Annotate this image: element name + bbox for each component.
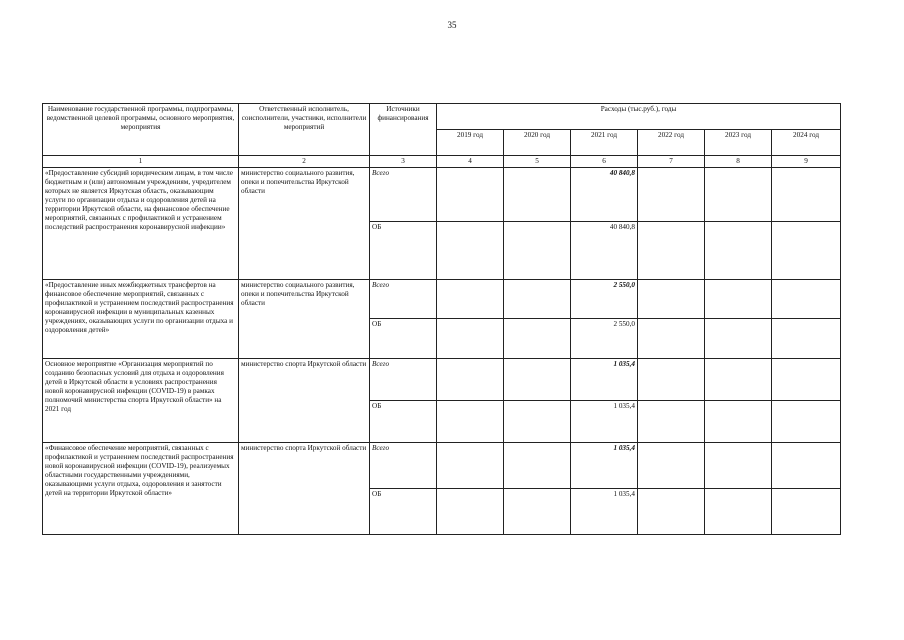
year-2024: 2024 год <box>772 130 841 156</box>
source-ob: ОБ <box>370 401 437 443</box>
source-total: Всего <box>370 359 437 401</box>
column-number: 7 <box>638 156 705 168</box>
amount-ob-2021: 40 840,8 <box>571 222 638 280</box>
header-expenses: Расходы (тыс.руб.), годы <box>437 104 841 130</box>
amount-ob-2021: 1 035,4 <box>571 489 638 535</box>
year-2020: 2020 год <box>504 130 571 156</box>
executor: министерство спорта Иркутской области <box>239 359 370 443</box>
year-2019: 2019 год <box>437 130 504 156</box>
amount-total-2021: 40 840,8 <box>571 168 638 222</box>
amount-ob-2021: 1 035,4 <box>571 401 638 443</box>
column-number: 8 <box>705 156 772 168</box>
column-number: 9 <box>772 156 841 168</box>
source-ob: ОБ <box>370 489 437 535</box>
table-row <box>43 443 841 489</box>
source-total: Всего <box>370 168 437 222</box>
measure-name: «Предоставление иных межбюджетных трансфертов на финансовое обеспечение мероприятий, связанных с профилактикой и устранением последствий распространения коронавирусной инфекции в муниципальных казенных учреждениях, оказывающих услуги по организации отдыха и оздоровления детей» <box>43 280 239 359</box>
header-executor: Ответственный исполнитель, соисполнители, участники, исполнители мероприятий <box>239 104 370 156</box>
column-number: 1 <box>43 156 239 168</box>
column-number: 5 <box>504 156 571 168</box>
header-name: Наименование государственной программы, подпрограммы, ведомственной целевой программы, основного мероприятия, мероприятия <box>43 104 239 156</box>
measure-name: Основное мероприятие «Организация мероприятий по созданию безопасных условий для отдыха и оздоровления детей в Иркутской области в условиях распространения новой коронавирусной инфекции (COVID-19) в рамках полномочий министерства спорта Иркутской области» на 2021 год <box>43 359 239 443</box>
executor: министерство спорта Иркутской области <box>239 443 370 535</box>
column-number: 2 <box>239 156 370 168</box>
amount-total-2021: 1 035,4 <box>571 443 638 489</box>
column-number: 6 <box>571 156 638 168</box>
source-total: Всего <box>370 280 437 319</box>
year-2023: 2023 год <box>705 130 772 156</box>
executor: министерство социального развития, опеки и попечительства Иркутской области <box>239 280 370 359</box>
year-2022: 2022 год <box>638 130 705 156</box>
table-row <box>43 359 841 401</box>
executor: министерство социального развития, опеки и попечительства Иркутской области <box>239 168 370 280</box>
source-ob: ОБ <box>370 222 437 280</box>
amount-total-2021: 2 550,0 <box>571 280 638 319</box>
table-row <box>43 168 841 222</box>
measure-name: «Предоставление субсидий юридическим лицам, в том числе бюджетным и (или) автономным учреждениям, учредителем которых не является Иркутская область, оказывающим услуги по организации отдыха и оздоровления детей на территории Иркутской области, на финансовое обеспечение мероприятий, связанных с профилактикой и устранением последствий распространения коронавирусной инфекции» <box>43 168 239 280</box>
page-number: 35 <box>447 20 457 30</box>
column-numbers-row <box>43 156 841 168</box>
column-number: 4 <box>437 156 504 168</box>
table-row <box>43 280 841 319</box>
amount-ob-2021: 2 550,0 <box>571 319 638 359</box>
source-ob: ОБ <box>370 319 437 359</box>
measure-name: «Финансовое обеспечение мероприятий, связанных с профилактикой и устранением последствий распространения новой коронавирусной инфекции (COVID-19), реализуемых областными государственными учреждениями, оказывающими услуги отдыха, оздоровления и занятости детей на территории Иркутской области» <box>43 443 239 535</box>
source-total: Всего <box>370 443 437 489</box>
amount-total-2021: 1 035,4 <box>571 359 638 401</box>
column-number: 3 <box>370 156 437 168</box>
header-source: Источники финансирования <box>370 104 437 156</box>
budget-table <box>42 103 841 535</box>
year-2021: 2021 год <box>571 130 638 156</box>
